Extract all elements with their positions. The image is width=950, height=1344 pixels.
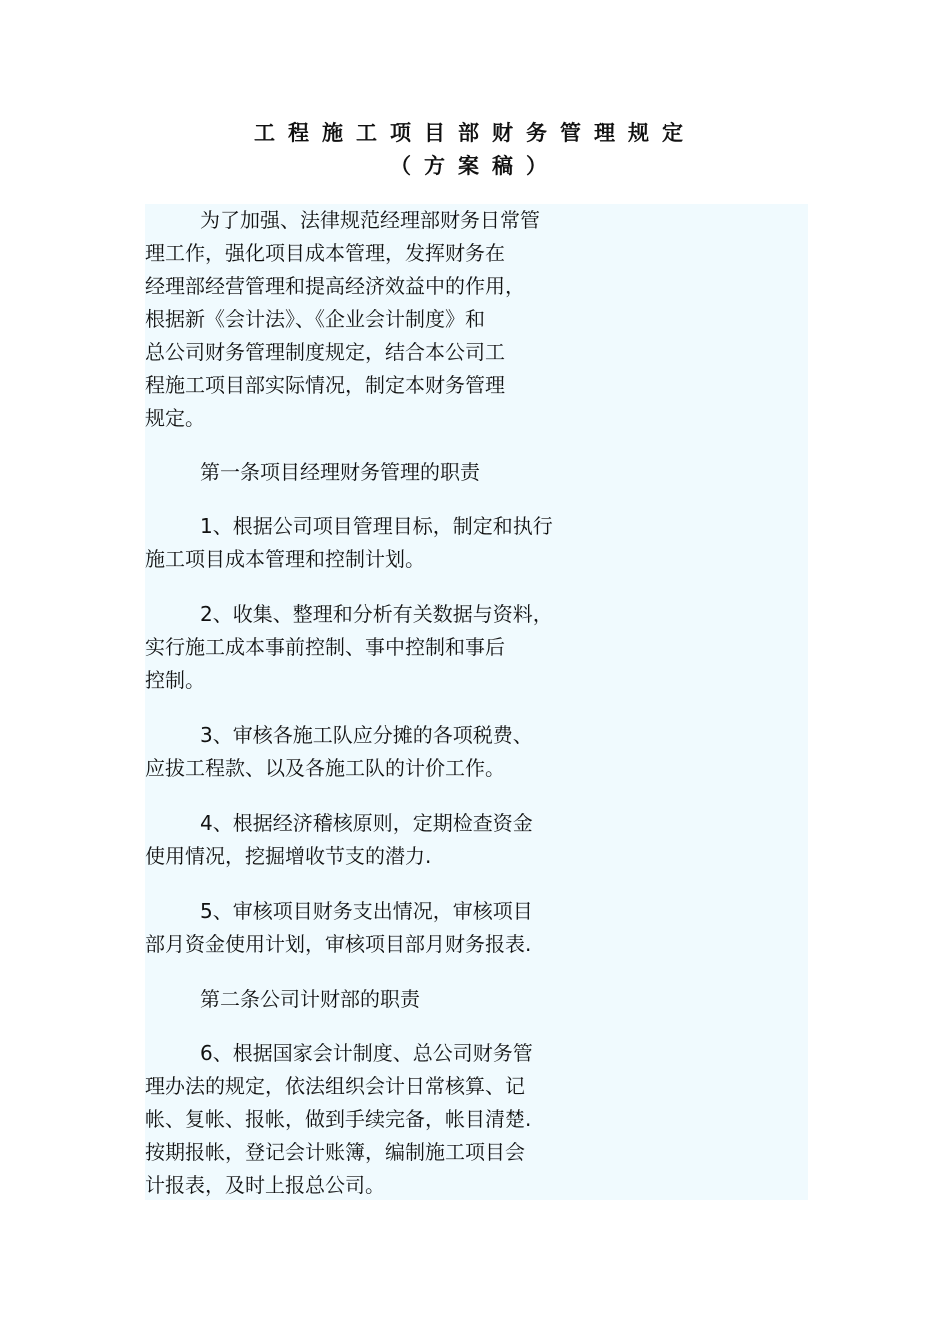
intro-paragraph-line: 根据新《会计法》、《企业会计制度》和 xyxy=(145,307,485,331)
document-title: 工程施工项目部财务管理规定 xyxy=(254,121,696,145)
intro-paragraph-line: 为了加强、法律规范经理部财务日常管 xyxy=(200,208,540,232)
item-6-line: 6、根据国家会计制度、总公司财务管 xyxy=(200,1041,533,1065)
intro-paragraph-line: 程施工项目部实际情况，制定本财务管理 xyxy=(145,373,505,397)
item-6-line: 计报表，及时上报总公司。 xyxy=(145,1173,385,1197)
document-body xyxy=(145,204,808,1200)
item-2-line: 2、收集、整理和分析有关数据与资料， xyxy=(200,602,553,626)
item-4-line: 4、根据经济稽核原则，定期检查资金 xyxy=(200,811,533,835)
item-5-line: 5、审核项目财务支出情况，审核项目 xyxy=(200,899,533,923)
intro-paragraph-line: 规定。 xyxy=(145,406,205,430)
article-2-heading-line: 第二条公司计财部的职责 xyxy=(200,987,420,1011)
item-6-line: 帐、复帐、报帐，做到手续完备，帐目清楚. xyxy=(145,1107,532,1131)
item-6-line: 按期报帐，登记会计账簿，编制施工项目会 xyxy=(145,1140,525,1164)
item-6-line: 理办法的规定，依法组织会计日常核算、记 xyxy=(145,1074,525,1098)
article-1-heading-line: 第一条项目经理财务管理的职责 xyxy=(200,460,480,484)
item-4-line: 使用情况，挖掘增收节支的潜力. xyxy=(145,844,432,868)
item-1-line: 1、根据公司项目管理目标，制定和执行 xyxy=(200,514,553,538)
document-subtitle: （方案稿） xyxy=(390,154,560,178)
item-1-line: 施工项目成本管理和控制计划。 xyxy=(145,547,425,571)
item-3-line: 3、审核各施工队应分摊的各项税费、 xyxy=(200,723,533,747)
intro-paragraph-line: 经理部经营管理和提高经济效益中的作用， xyxy=(145,274,525,298)
item-2-line: 控制。 xyxy=(145,668,205,692)
intro-paragraph-line: 总公司财务管理制度规定，结合本公司工 xyxy=(145,340,505,364)
item-5-line: 部月资金使用计划，审核项目部月财务报表. xyxy=(145,932,532,956)
item-3-line: 应拔工程款、以及各施工队的计价工作。 xyxy=(145,756,505,780)
item-2-line: 实行施工成本事前控制、事中控制和事后 xyxy=(145,635,505,659)
intro-paragraph-line: 理工作，强化项目成本管理，发挥财务在 xyxy=(145,241,505,265)
